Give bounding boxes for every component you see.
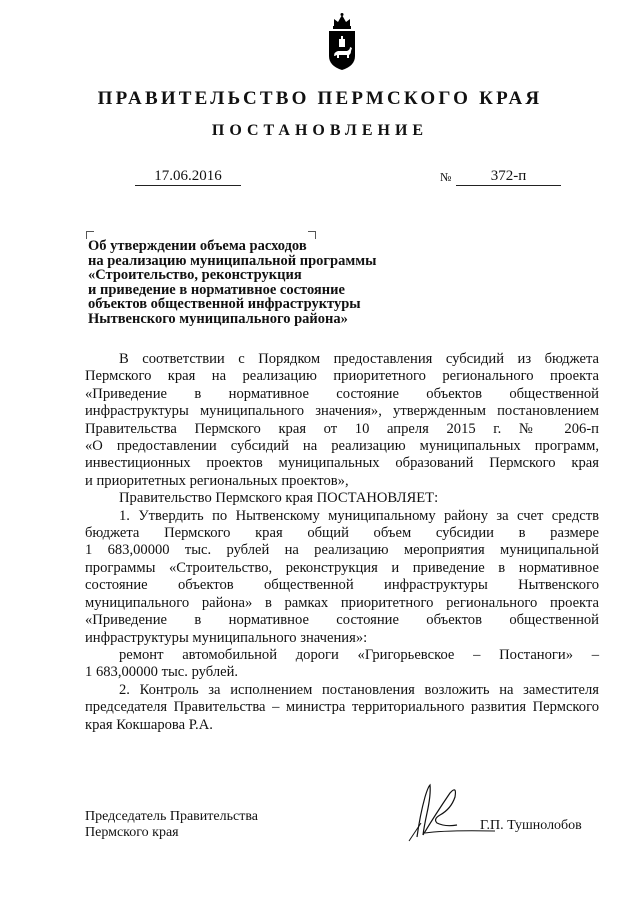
document-body: [85, 351, 599, 734]
body-line: инфраструктуры муниципального значения», утвержденным постановлением: [85, 403, 599, 420]
body-line: края Кокшарова Р.А.: [85, 716, 213, 733]
subject-line: на реализацию муниципальной программы: [88, 252, 377, 269]
body-line: программы «Строительство, реконструкция и приведение в нормативное: [85, 559, 599, 576]
body-line: Правительства Пермского края от 10 апреля 2015 г. № 206-п: [85, 420, 599, 437]
subject-line: объектов общественной инфраструктуры: [88, 296, 361, 313]
signatory-role: [85, 809, 258, 840]
document-number: 372-п: [456, 167, 561, 186]
signatory-name: Г.П. Тушнолобов: [480, 818, 582, 833]
subject-line: «Строительство, реконструкция: [88, 267, 302, 284]
document-type-title: ПОСТАНОВЛЕНИЕ: [211, 122, 429, 139]
body-line: 1. Утвердить по Нытвенскому муниципальному району за счет средств: [119, 507, 599, 524]
body-line: председателя Правительства – министра территориального развития Пермского: [85, 699, 599, 716]
subject-line: и приведение в нормативное состояние: [88, 281, 345, 298]
body-line: инвестиционных проектов муниципальных образований Пермского края: [85, 455, 599, 472]
signatory-role-line1: Председатель Правительства: [85, 809, 258, 824]
body-line: «Приведение в нормативное состояние объектов общественной: [85, 612, 599, 629]
body-line: бюджета Пермского края общий объем субсидии в размере: [85, 525, 599, 542]
organization-title: ПРАВИТЕЛЬСТВО ПЕРМСКОГО КРАЯ: [97, 88, 543, 109]
body-line: 1 683,00000 тыс. рублей на реализацию мероприятия муниципальной: [85, 542, 599, 559]
body-line: и приоритетных региональных проектов»,: [85, 472, 349, 489]
signatory-role-line2: Пермского края: [85, 824, 179, 840]
number-sign: №: [440, 170, 452, 184]
body-line: Правительство Пермского края ПОСТАНОВЛЯЕТ:: [119, 490, 439, 507]
body-line: «Приведение в нормативное состояние объектов общественной: [85, 385, 599, 402]
subject-line: Нытвенского муниципального района»: [88, 310, 348, 327]
handwritten-signature-icon: [395, 775, 505, 845]
document-date: 17.06.2016: [135, 167, 241, 186]
subject-corner-mark-right: [308, 231, 316, 239]
body-line: состояние объектов общественной инфраструктуры Нытвенского: [85, 577, 599, 594]
body-line: 2. Контроль за исполнением постановления возложить на заместителя: [119, 681, 599, 698]
body-line: инфраструктуры муниципального значения»:: [85, 629, 368, 646]
body-line: «О предоставлении субсидий на реализацию муниципальных программ,: [85, 438, 599, 455]
body-line: Пермского края на реализацию приоритетного регионального проекта: [85, 368, 599, 385]
document-subject: [88, 239, 418, 327]
body-line: 1 683,00000 тыс. рублей.: [85, 664, 239, 681]
body-line: муниципального района» в рамках приоритетного регионального проекта: [85, 594, 599, 611]
body-line: В соответствии с Порядком предоставления субсидий из бюджета: [119, 351, 599, 367]
subject-line: Об утверждении объема расходов: [88, 238, 307, 254]
coat-of-arms-icon: [325, 12, 359, 72]
body-line: ремонт автомобильной дороги «Григорьевское – Постаноги» –: [119, 646, 599, 663]
